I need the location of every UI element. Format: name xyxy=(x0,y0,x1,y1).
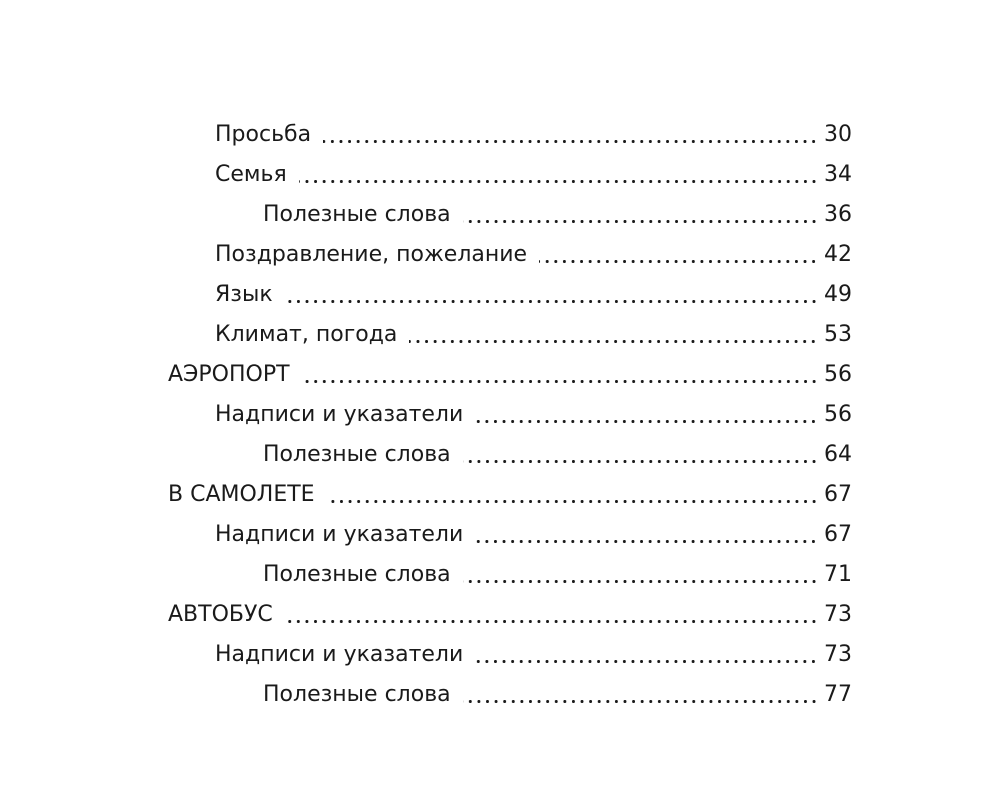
toc-entry-page: 67 xyxy=(824,482,852,507)
toc-entry-page: 56 xyxy=(824,362,852,387)
toc-entry-title: Полезные слова xyxy=(263,562,451,587)
toc-dot-leader xyxy=(285,282,820,308)
toc-entry-page: 67 xyxy=(824,522,852,547)
toc-entry-title: Климат, погода xyxy=(215,322,398,347)
toc-entry-page: 53 xyxy=(824,322,852,347)
toc-entry-title: Надписи и указатели xyxy=(215,522,464,547)
toc-dot-leader xyxy=(475,522,820,548)
toc-dot-leader xyxy=(463,682,820,708)
toc-entry-page: 30 xyxy=(824,122,852,147)
toc-entry-title: Надписи и указатели xyxy=(215,642,464,667)
toc-entry-page: 36 xyxy=(824,202,852,227)
toc-dot-leader xyxy=(285,602,820,628)
toc-entry-title: Надписи и указатели xyxy=(215,402,464,427)
toc-entry-page: 77 xyxy=(824,682,852,707)
toc-entry xyxy=(215,108,852,148)
toc-entry xyxy=(215,628,852,668)
toc-dot-leader xyxy=(302,362,820,388)
toc-dot-leader xyxy=(539,242,820,268)
toc-entry-page: 49 xyxy=(824,282,852,307)
toc-entry-page: 56 xyxy=(824,402,852,427)
toc-dot-leader xyxy=(475,402,820,428)
toc-entry-title: В САМОЛЕТЕ xyxy=(168,482,315,507)
toc-dot-leader xyxy=(463,202,820,228)
toc-section-entry xyxy=(168,348,852,388)
toc-entry-page: 34 xyxy=(824,162,852,187)
toc-entry xyxy=(215,388,852,428)
toc-entry-title: Язык xyxy=(215,282,273,307)
toc-section-entry xyxy=(168,588,852,628)
toc-section-entry xyxy=(168,468,852,508)
toc-entry xyxy=(263,188,852,228)
toc-dot-leader xyxy=(299,162,820,188)
toc-dot-leader xyxy=(475,642,820,668)
toc-entry xyxy=(215,268,852,308)
toc-entry xyxy=(215,148,852,188)
toc-dot-leader xyxy=(327,482,820,508)
toc-entry-title: Полезные слова xyxy=(263,202,451,227)
toc-entry-title: Поздравление, пожелание xyxy=(215,242,528,267)
toc-entry-page: 73 xyxy=(824,602,852,627)
toc-dot-leader xyxy=(409,322,820,348)
toc-entry xyxy=(263,428,852,468)
toc-entry-page: 73 xyxy=(824,642,852,667)
toc-entry-page: 71 xyxy=(824,562,852,587)
toc-entry-title: Полезные слова xyxy=(263,442,451,467)
toc-entry-title: Просьба xyxy=(215,122,312,147)
toc-entry-page: 64 xyxy=(824,442,852,467)
toc-entry xyxy=(263,548,852,588)
toc-entry-title: Семья xyxy=(215,162,287,187)
toc-entry xyxy=(215,308,852,348)
toc-entry-title: АВТОБУС xyxy=(168,602,273,627)
toc-entry xyxy=(215,228,852,268)
toc-entry xyxy=(263,668,852,708)
toc-dot-leader xyxy=(463,562,820,588)
toc-dot-leader xyxy=(323,122,820,148)
toc-entry-title: Полезные слова xyxy=(263,682,451,707)
toc-entry-page: 42 xyxy=(824,242,852,267)
toc-dot-leader xyxy=(463,442,820,468)
toc-entry-title: АЭРОПОРТ xyxy=(168,362,290,387)
toc-entry xyxy=(215,508,852,548)
